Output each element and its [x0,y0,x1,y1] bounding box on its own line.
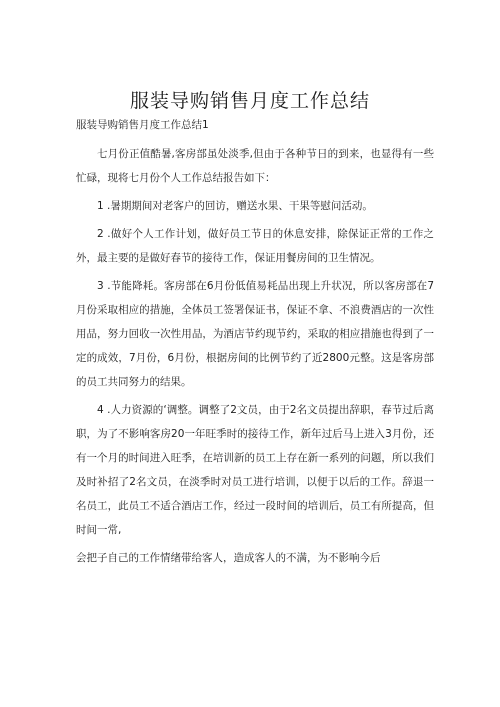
paragraph-intro: 七月份正值酷暑,客房部虽处淡季,但由于各种节日的到来，也显得有一些忙碌，现将七月份个人工作总结报告如下： [76,148,434,184]
document-body [76,142,434,570]
paragraph-continuation: 会把子自己的工作情绪带给客人，造成客人的不满，为不影响今后 [76,552,381,564]
paragraph-item-4: 4 .人力资源的‘调整。调整了2文员，由于2名文员提出辞职，春节过后离职，为了不影响客房20一年旺季时的接待工作，新年过后马上进入3月份，还有一个月的时间进入旺季，在培训新的员工上存在新一系列的问题，所以我们及时补招了2名文员，在淡季时对员工进行培训，以便于以后的工作。辞退一名员工，此员工不适合酒店工作，经过一段时间的培训后，员工有所提高，但时间一常, [76,404,434,536]
paragraph-item-2: 2 .做好个人工作计划，做好员工节日的休息安排，除保证正常的工作之外，最主要的是做好春节的接待工作，保证用餐房间的卫生情况。 [76,228,434,264]
document-title: 服装导购销售月度工作总结 [129,90,370,112]
paragraph-item-3: 3 .节能降耗。客房部在6月份低值易耗品出现上升状况，所以客房部在7月份采取相应的措施，全体员工签署保证书，保证不拿、不浪费酒店的一次性用品，努力回收一次性用品，为酒店节约现节约，采取的相应措施也得到了一定的成效，7月份，6月份，根据房间的比例节约了近2800元整。这是客房部的员工共同努力的结果。 [76,280,434,388]
document-subtitle: 服装导购销售月度工作总结1 [76,119,209,131]
paragraph-item-1: 1 .暑期期间对老客户的回访，赠送水果、干果等慰问活动。 [97,200,373,212]
